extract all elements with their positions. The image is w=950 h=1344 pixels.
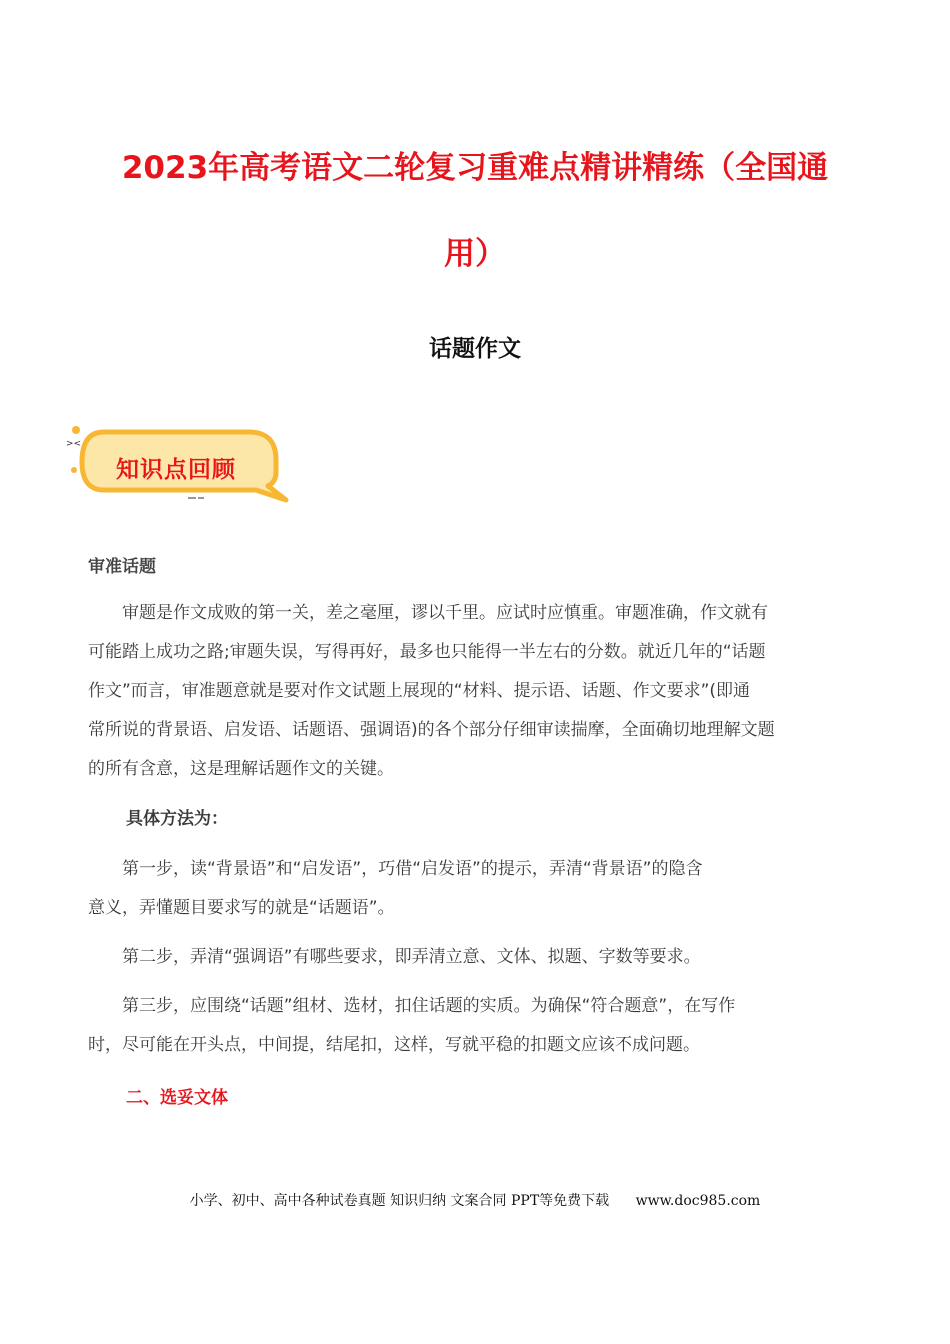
paragraph-line: 常所说的背景语、启发语、话题语、强调语)的各个部分仔细审读揣摩，全面确切地理解文题 [88, 720, 775, 740]
paragraph-line: 的所有含意，这是理解话题作文的关键。 [88, 759, 394, 779]
paragraph-line: 意义，弄懂题目要求写的就是“话题语”。 [88, 898, 395, 918]
paragraph-line: 作文”而言，审准题意就是要对作文试题上展现的“材料、提示语、话题、作文要求”(即通 [88, 681, 751, 701]
document-title-line-1: 2023年高考语文二轮复习重难点精讲精练（全国通 [121, 150, 829, 186]
step-2-paragraph [88, 938, 864, 977]
paragraph-line: 第二步，弄清“强调语”有哪些要求，即弄清立意、文体、拟题、字数等要求。 [88, 947, 701, 967]
paragraph-line: 可能踏上成功之路;审题失误，写得再好，最多也只能得一半左右的分数。就近几年的“话题 [88, 642, 766, 662]
document-title-line-2: 用） [444, 236, 506, 272]
step-3-paragraph [88, 987, 864, 1065]
intro-paragraph [88, 594, 864, 789]
footer-link[interactable]: www.doc985.com [635, 1193, 761, 1209]
paragraph-line: 审题是作文成败的第一关，差之毫厘，谬以千里。应试时应慎重。审题准确，作文就有 [88, 603, 768, 623]
badge-label: 知识点回顾 [116, 457, 236, 483]
paragraph-line: 第三步，应围绕“话题”组材、选材，扣住话题的实质。为确保“符合题意”，在写作 [88, 996, 736, 1016]
section-heading-red: 二、选妥文体 [126, 1088, 228, 1108]
page-footer [0, 1190, 950, 1210]
document-subtitle: 话题作文 [429, 336, 521, 362]
paragraph-line: 时，尽可能在开头点，中间提，结尾扣，这样，写就平稳的扣题文应该不成问题。 [88, 1035, 700, 1055]
knowledge-review-badge [64, 420, 294, 515]
section-heading: 审准话题 [88, 557, 156, 577]
svg-text:><: >< [66, 439, 82, 449]
method-label: 具体方法为： [126, 809, 228, 829]
paragraph-line: 第一步，读“背景语”和“启发语”，巧借“启发语”的提示，弄清“背景语”的隐含 [88, 859, 703, 879]
step-1-paragraph [88, 850, 864, 928]
footer-text: 小学、初中、高中各种试卷真题 知识归纳 文案合同 PPT等免费下载 [189, 1193, 610, 1209]
